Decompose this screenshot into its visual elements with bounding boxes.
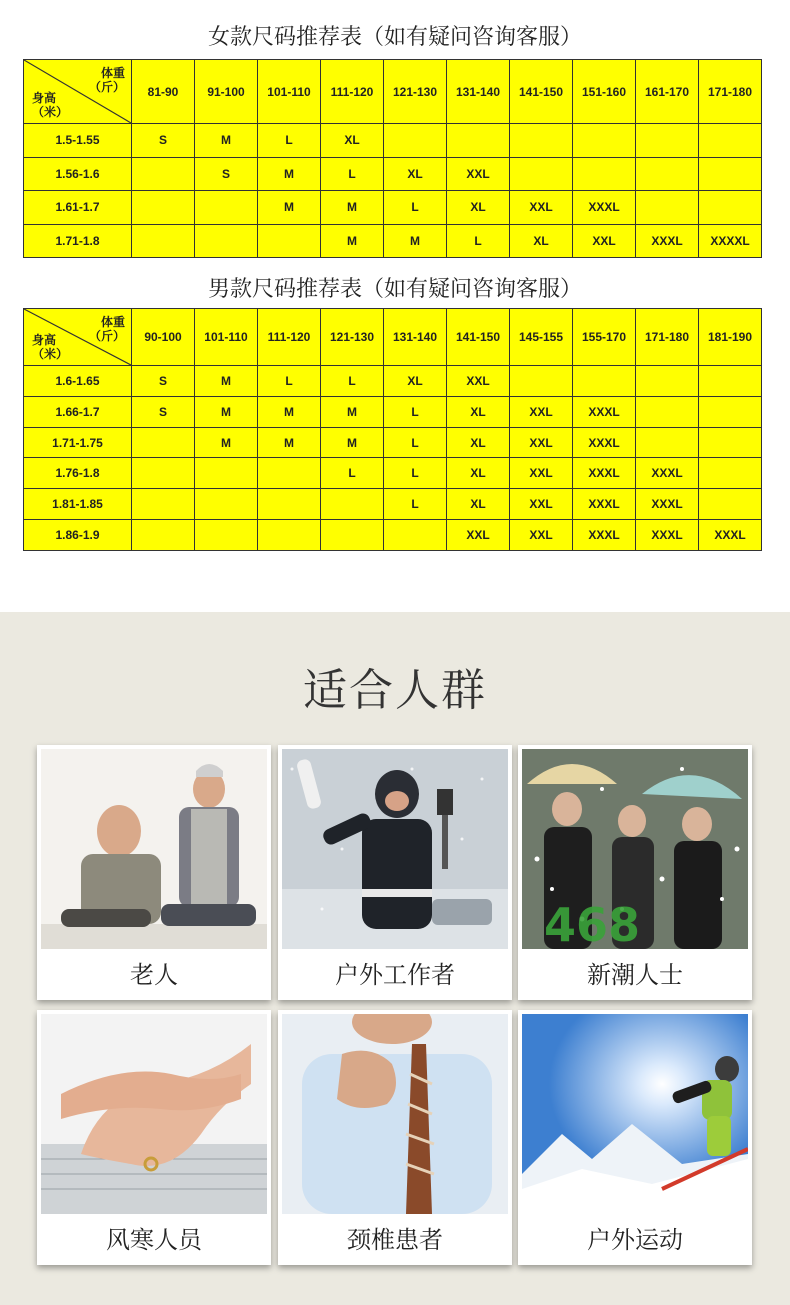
- women-size-table: [23, 59, 762, 258]
- weight-header: 141-150: [510, 60, 573, 124]
- size-cell: M: [195, 124, 258, 158]
- size-cell: XL: [384, 366, 447, 397]
- size-cell: [258, 224, 321, 258]
- weight-header: 131-140: [384, 309, 447, 366]
- size-cell: [195, 224, 258, 258]
- size-cell: XXXL: [699, 520, 762, 551]
- size-cell: [699, 124, 762, 158]
- size-cell: M: [258, 427, 321, 458]
- size-cell: L: [258, 366, 321, 397]
- women-size-table-title: 女款尺码推荐表（如有疑问咨询客服）: [207, 25, 582, 50]
- audience-card-outdoor-workers: [278, 745, 512, 1000]
- size-cell: [195, 489, 258, 520]
- size-cell: XL: [447, 427, 510, 458]
- size-cell: XL: [384, 157, 447, 191]
- size-cell: M: [195, 427, 258, 458]
- size-cell: [636, 124, 699, 158]
- weight-header: 101-110: [258, 60, 321, 124]
- weight-header: 131-140: [447, 60, 510, 124]
- table-header-row: [24, 309, 762, 366]
- table-corner-cell: [24, 60, 132, 124]
- size-cell: XXXL: [573, 396, 636, 427]
- weight-axis-label: 体重 （斤）: [88, 66, 125, 94]
- card-overlay-number: 468: [544, 898, 641, 949]
- size-cell: M: [321, 396, 384, 427]
- height-cell: 1.71-1.8: [24, 224, 132, 258]
- size-cell: XL: [447, 396, 510, 427]
- size-cell: M: [321, 191, 384, 225]
- size-cell: XXXL: [636, 489, 699, 520]
- elderly-couple-photo: [41, 749, 267, 949]
- size-cell: XXXL: [636, 224, 699, 258]
- height-axis-label: 身高 （米）: [32, 333, 69, 361]
- weight-axis-label: 体重 （斤）: [88, 315, 125, 343]
- weight-header: 161-170: [636, 60, 699, 124]
- size-cell: L: [384, 489, 447, 520]
- size-cell: XL: [321, 124, 384, 158]
- size-cell: XL: [510, 224, 573, 258]
- audience-card-elderly: [37, 745, 271, 1000]
- card-label: 户外工作者: [335, 961, 455, 989]
- weight-header: 121-130: [384, 60, 447, 124]
- size-cell: M: [321, 427, 384, 458]
- size-cell: [258, 520, 321, 551]
- size-cell: XL: [447, 489, 510, 520]
- size-cell: [699, 366, 762, 397]
- size-cell: S: [132, 366, 195, 397]
- men-size-table: [23, 308, 762, 551]
- size-cell: [573, 124, 636, 158]
- height-axis-label: 身高 （米）: [32, 91, 69, 119]
- size-cell: [258, 458, 321, 489]
- size-cell: L: [384, 458, 447, 489]
- size-cell: L: [384, 427, 447, 458]
- size-cell: L: [384, 396, 447, 427]
- size-cell: M: [384, 224, 447, 258]
- card-label: 风寒人员: [106, 1226, 202, 1254]
- size-cell: [384, 520, 447, 551]
- size-cell: [132, 427, 195, 458]
- weight-header: 111-120: [258, 309, 321, 366]
- table-row: [24, 124, 762, 158]
- traffic-police-in-snow-photo: [282, 749, 508, 949]
- size-cell: M: [321, 224, 384, 258]
- weight-header: 91-100: [195, 60, 258, 124]
- table-row: [24, 520, 762, 551]
- height-cell: 1.5-1.55: [24, 124, 132, 158]
- size-cell: M: [195, 366, 258, 397]
- size-cell: L: [321, 157, 384, 191]
- size-cell: [699, 191, 762, 225]
- size-cell: [195, 191, 258, 225]
- size-cell: XXXXL: [699, 224, 762, 258]
- size-cell: XXL: [447, 157, 510, 191]
- size-cell: [573, 157, 636, 191]
- size-cell: M: [258, 157, 321, 191]
- height-cell: 1.56-1.6: [24, 157, 132, 191]
- size-cell: L: [447, 224, 510, 258]
- size-cell: [195, 458, 258, 489]
- size-cell: [699, 489, 762, 520]
- skier-jumping-photo: [522, 1014, 748, 1214]
- size-cell: XXL: [447, 366, 510, 397]
- section-title: 适合人群: [303, 665, 487, 716]
- size-cell: [321, 489, 384, 520]
- weight-header: 141-150: [447, 309, 510, 366]
- card-label: 老人: [130, 961, 178, 989]
- card-label: 户外运动: [587, 1226, 683, 1254]
- suitable-audience-section: [0, 612, 790, 1305]
- size-cell: [636, 366, 699, 397]
- height-cell: 1.86-1.9: [24, 520, 132, 551]
- size-cell: [447, 124, 510, 158]
- height-cell: 1.71-1.75: [24, 427, 132, 458]
- weight-header: 145-155: [510, 309, 573, 366]
- table-corner-cell: [24, 309, 132, 366]
- weight-header: 171-180: [699, 60, 762, 124]
- size-cell: XXL: [510, 489, 573, 520]
- size-cell: L: [384, 191, 447, 225]
- audience-card-trendy-people: [518, 745, 752, 1000]
- card-label: 颈椎患者: [347, 1226, 443, 1254]
- size-cell: L: [258, 124, 321, 158]
- weight-header: 111-120: [321, 60, 384, 124]
- size-cell: [132, 458, 195, 489]
- size-cell: M: [258, 191, 321, 225]
- weight-header: 151-160: [573, 60, 636, 124]
- table-row: [24, 489, 762, 520]
- size-cell: XXXL: [573, 489, 636, 520]
- height-cell: 1.6-1.65: [24, 366, 132, 397]
- height-cell: 1.76-1.8: [24, 458, 132, 489]
- size-cell: XXL: [510, 427, 573, 458]
- size-cell: XXL: [510, 191, 573, 225]
- height-cell: 1.66-1.7: [24, 396, 132, 427]
- weight-header: 171-180: [636, 309, 699, 366]
- size-cell: [699, 458, 762, 489]
- young-people-umbrellas-snow-photo: [522, 749, 748, 949]
- size-cell: [699, 427, 762, 458]
- size-cell: XXXL: [573, 191, 636, 225]
- audience-card-outdoor-sports: [518, 1010, 752, 1265]
- size-cell: XXXL: [573, 520, 636, 551]
- size-cell: [510, 157, 573, 191]
- weight-header: 81-90: [132, 60, 195, 124]
- size-cell: [132, 191, 195, 225]
- weight-header: 90-100: [132, 309, 195, 366]
- hands-on-keyboard-photo: [41, 1014, 267, 1214]
- table-row: [24, 427, 762, 458]
- weight-header: 181-190: [699, 309, 762, 366]
- size-cell: XL: [447, 191, 510, 225]
- weight-header: 121-130: [321, 309, 384, 366]
- size-cell: XL: [447, 458, 510, 489]
- size-cell: [636, 396, 699, 427]
- man-holding-neck-photo: [282, 1014, 508, 1214]
- table-header-row: [24, 60, 762, 124]
- size-cell: L: [321, 366, 384, 397]
- size-cell: XXXL: [573, 458, 636, 489]
- card-label: 新潮人士: [587, 961, 683, 989]
- size-cell: M: [258, 396, 321, 427]
- table-row: [24, 458, 762, 489]
- audience-card-cold-sensitive: [37, 1010, 271, 1265]
- size-cell: [195, 520, 258, 551]
- height-cell: 1.61-1.7: [24, 191, 132, 225]
- size-cell: [258, 489, 321, 520]
- size-cell: XXXL: [573, 427, 636, 458]
- size-cell: L: [321, 458, 384, 489]
- table-row: [24, 157, 762, 191]
- size-cell: [384, 124, 447, 158]
- size-cell: [636, 191, 699, 225]
- table-row: [24, 224, 762, 258]
- size-cell: [699, 157, 762, 191]
- size-cell: [699, 396, 762, 427]
- size-cell: [510, 124, 573, 158]
- size-cell: [132, 520, 195, 551]
- size-cell: [132, 489, 195, 520]
- size-cell: [132, 157, 195, 191]
- size-cell: XXXL: [636, 458, 699, 489]
- audience-card-cervical-patients: [278, 1010, 512, 1265]
- size-cell: [636, 157, 699, 191]
- size-cell: [636, 427, 699, 458]
- size-cell: S: [195, 157, 258, 191]
- table-row: [24, 366, 762, 397]
- table-row: [24, 191, 762, 225]
- size-cell: XXL: [573, 224, 636, 258]
- men-size-table-title: 男款尺码推荐表（如有疑问咨询客服）: [207, 277, 582, 302]
- size-cell: [132, 224, 195, 258]
- size-cell: XXXL: [636, 520, 699, 551]
- size-cell: [573, 366, 636, 397]
- height-cell: 1.81-1.85: [24, 489, 132, 520]
- weight-header: 101-110: [195, 309, 258, 366]
- size-cell: XXL: [447, 520, 510, 551]
- size-cell: XXL: [510, 396, 573, 427]
- table-row: [24, 396, 762, 427]
- size-cell: S: [132, 124, 195, 158]
- size-cell: XXL: [510, 458, 573, 489]
- size-cell: [510, 366, 573, 397]
- size-cell: S: [132, 396, 195, 427]
- size-cell: M: [195, 396, 258, 427]
- size-cell: XXL: [510, 520, 573, 551]
- size-cell: [321, 520, 384, 551]
- weight-header: 155-170: [573, 309, 636, 366]
